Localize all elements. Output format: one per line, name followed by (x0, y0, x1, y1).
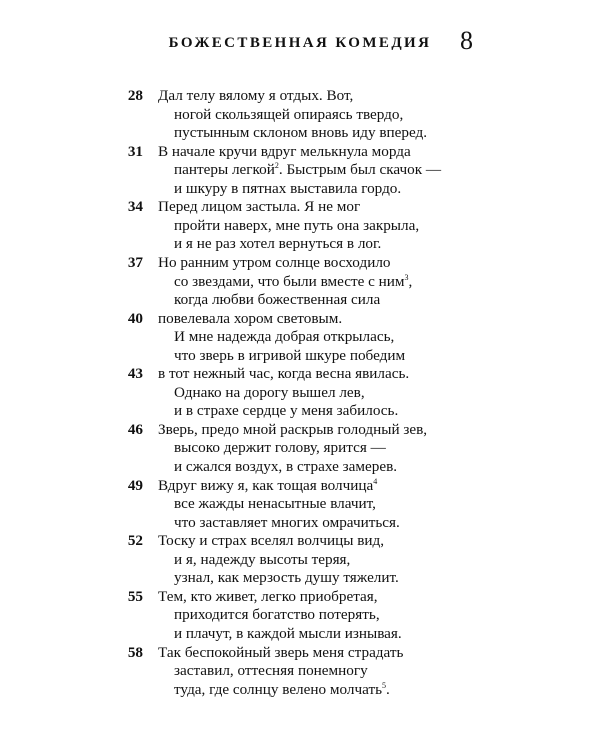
line-number: 43 (127, 365, 143, 383)
verse-text: и я не раз хотел вернуться в лог. (174, 235, 382, 253)
verse-text: Однако на дорогу вышел лев, (174, 383, 365, 401)
verse-text: и плачут, в каждой мысли изнывая. (174, 624, 402, 642)
verse-text: Но ранним утром солнце восходило (158, 253, 391, 271)
verse-text: заставил, оттесняя понемногу (174, 662, 368, 680)
line-number: 49 (127, 476, 143, 494)
verse-line (0, 86, 600, 106)
verse-line (0, 624, 600, 644)
verse-line (0, 568, 600, 588)
verse-line (0, 253, 600, 273)
verse-text: и сжался воздух, в страхе замерев. (174, 458, 398, 475)
verse-line (0, 272, 600, 292)
verse-text: Так беспокойный зверь меня страдать (158, 643, 404, 661)
verse-line (0, 197, 600, 217)
verse-text: Дал телу вялому я отдых. Вот, (158, 87, 354, 104)
verse-line (0, 661, 600, 681)
verse-text: и я, надежду высоты теряя, (174, 550, 351, 568)
footnote-marker: 5 (382, 680, 387, 690)
verse-text: высоко держит голову, ярится — (174, 439, 386, 457)
verse-line (0, 494, 600, 514)
line-number: 28 (127, 87, 143, 104)
verse-text: туда, где солнцу велено молчать$^5$. (174, 680, 390, 698)
page-number: 8 (460, 26, 473, 55)
verse-text: и в страхе сердце у меня забилось. (174, 402, 399, 420)
verse-line (0, 438, 600, 458)
verse-line (0, 550, 600, 570)
verse-line (0, 383, 600, 403)
verse-line (0, 531, 600, 551)
verse-text: пройти наверх, мне путь она закрыла, (174, 216, 420, 234)
verse-line (0, 605, 600, 625)
verse-text: Перед лицом застыла. Я не мог (158, 198, 361, 216)
footnote-marker: 2 (274, 161, 279, 171)
line-number: 40 (127, 309, 143, 327)
verse-line (0, 476, 600, 496)
verse-line (0, 364, 600, 384)
verse-text: В начале кручи вдруг мелькнула морда (158, 142, 411, 160)
footnote-marker: 3 (404, 272, 409, 282)
verse-line (0, 587, 600, 607)
verse-line (0, 513, 600, 533)
verse-text: Вдруг вижу я, как тощая волчица$^4$ (158, 476, 378, 494)
verse-text: ногой скользящей опираясь твердо, (174, 105, 404, 123)
line-number: 52 (127, 532, 143, 550)
line-number: 37 (127, 253, 143, 271)
verse-line (0, 216, 600, 236)
verse-text: и шкуру в пятнах выставила гордо. (174, 179, 402, 197)
verse-text: И мне надежда добрая открылась, (174, 328, 395, 346)
verse-text: что зверь в игривой шкуре победим (174, 346, 406, 364)
verse-text: когда любви божественная сила (174, 291, 381, 309)
line-number: 55 (127, 587, 143, 605)
verse-line (0, 457, 600, 477)
verse-line (0, 346, 600, 366)
verse-line (0, 309, 600, 329)
verse-line (0, 643, 600, 663)
verse-line (0, 680, 600, 700)
footnote-marker: 4 (373, 476, 378, 486)
running-title: БОЖЕСТВЕННАЯ КОМЕДИЯ (168, 35, 432, 51)
verse-text: в тот нежный час, когда весна явилась. (158, 365, 410, 383)
verse-line (0, 290, 600, 310)
verse-text: со звездами, что были вместе с ним$^3$, (174, 272, 413, 290)
line-number: 31 (127, 142, 143, 160)
verse-text: Тоску и страх вселял волчицы вид, (158, 532, 385, 550)
line-number: 58 (127, 643, 143, 661)
verse-line (0, 142, 600, 162)
line-number: 34 (127, 198, 143, 216)
verse-text: пустынным склоном вновь иду вперед. (174, 124, 428, 142)
verse-line (0, 420, 600, 440)
verse-line (0, 179, 600, 199)
verse-line (0, 105, 600, 125)
verse-text: узнал, как мерзость душу тяжелит. (174, 569, 399, 587)
verse-text: повелевала хором световым. (158, 309, 343, 327)
verse-line (0, 123, 600, 143)
verse-line (0, 160, 600, 180)
verse-line (0, 327, 600, 347)
line-number: 46 (127, 420, 143, 438)
verse-text: Тем, кто живет, легко приобретая, (158, 587, 378, 605)
verse-text: Зверь, предо мной раскрыв голодный зев, (158, 420, 428, 438)
verse-line (0, 234, 600, 254)
verse-text: пантеры легкой$^2$. Быстрым был скачок — (174, 161, 442, 179)
verse-line (0, 401, 600, 421)
verse-text: приходится богатство потерять, (174, 606, 380, 624)
verse-text: все жажды ненасытные влачит, (174, 495, 376, 513)
verse-text: что заставляет многих омрачиться. (174, 513, 400, 531)
